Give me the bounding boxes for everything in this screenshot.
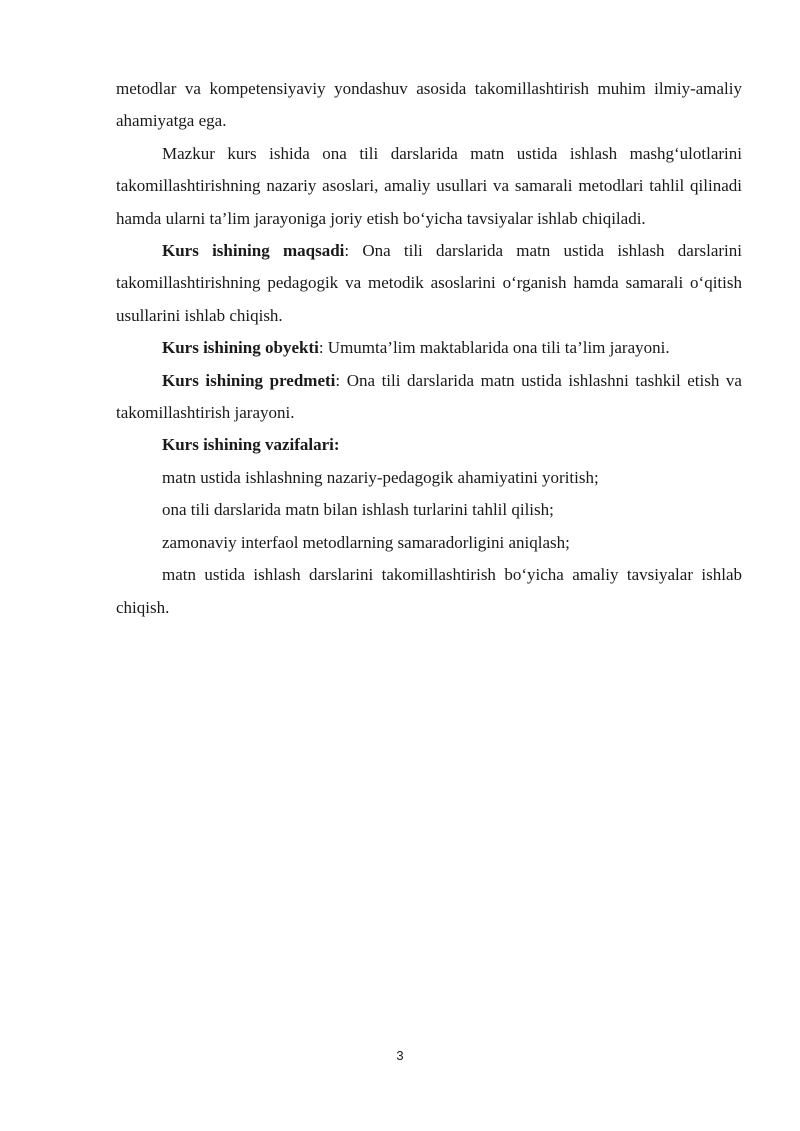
predmet-text: : Ona tili darslarida matn ustida ishlashni tashkil etish va takomillashtirish jarayoni. [116,370,742,423]
obyekt-label: Kurs ishining obyekti [162,338,319,358]
mazkur-paragraph: Mazkur kurs ishida ona tili darslarida matn ustida ishlash mashg‘ulotlarini takomillashtirishning nazariy asoslari, amaliy usullari va samarali metodlari tahlil qilinadi hamda ularni ta’lim jarayoniga joriy etish bo‘yicha tavsiyalar ishlab chiqiladi. [116,143,742,228]
obyekt-paragraph [116,332,742,364]
predmet-label: Kurs ishining predmeti [162,370,336,390]
obyekt-text: : Umumta’lim maktablarida ona tili ta’lim jarayoni. [318,338,670,358]
maqsad-text: : Ona tili darslarida matn ustida ishlash darslarini takomillashtirishning pedagogik va metodik asoslarini o‘rganish hamda samarali o‘qitish usullarini ishlab chiqish. [116,241,742,325]
intro-continuation-paragraph: metodlar va kompetensiyaviy yondashuv asosida takomillashtirish muhim ilmiy-amaliy ahamiyatga ega. [116,79,742,131]
predmet-paragraph [116,365,742,430]
vazifa-item: zamonaviy interfaol metodlarning samaradorligini aniqlash; [162,532,570,552]
vazifalar-label: Kurs ishining vazifalari: [162,435,340,455]
vazifa-item: ona tili darslarida matn bilan ishlash turlarini tahlil qilish; [162,500,554,520]
document-page [116,73,742,624]
vazifalar-heading [116,429,742,461]
vazifa-item: matn ustida ishlashning nazariy-pedagogik ahamiyatini yoritish; [162,467,599,487]
page-number: 3 [396,1048,404,1063]
maqsad-paragraph [116,235,742,332]
maqsad-label: Kurs ishining maqsadi [162,241,345,261]
vazifa-item: matn ustida ishlash darslarini takomillashtirish bo‘yicha amaliy tavsiyalar ishlab chiqish. [116,565,742,617]
